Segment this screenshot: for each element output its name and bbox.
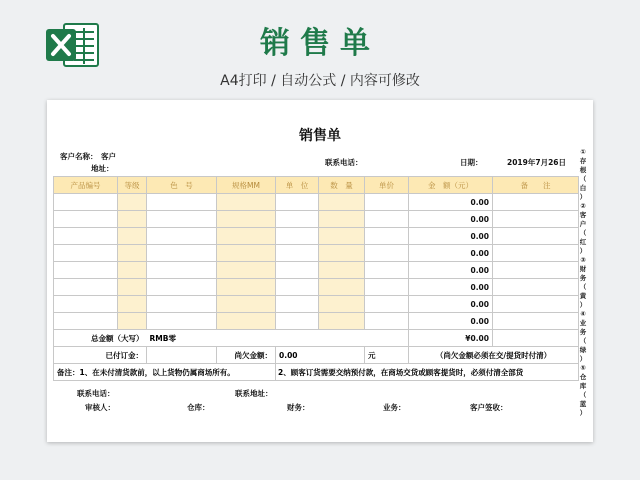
- table-row[interactable]: [54, 228, 579, 245]
- invoice-sheet: [47, 100, 593, 442]
- remark-row: [54, 364, 579, 381]
- amount-cell[interactable]: 0.00: [409, 296, 493, 313]
- table-row[interactable]: [54, 245, 579, 262]
- side-note-char: 白: [579, 184, 587, 192]
- table-row[interactable]: [54, 262, 579, 279]
- table-row[interactable]: [54, 194, 579, 211]
- side-note-char: 户: [579, 220, 587, 228]
- side-note-char: 务: [579, 328, 587, 336]
- side-note-char: ）: [579, 247, 587, 255]
- copy-distribution-note: [578, 148, 588, 418]
- owed-label: 尚欠金额：: [217, 347, 276, 364]
- side-note-char: ⑤: [580, 364, 586, 372]
- amount-cell[interactable]: 0.00: [409, 194, 493, 211]
- side-note-char: 黄: [579, 292, 587, 300]
- total-row: [54, 330, 579, 347]
- footer-phone-label: 联系电话：: [77, 389, 115, 398]
- side-note-char: 库: [579, 382, 587, 390]
- side-note-char: ④: [580, 310, 586, 318]
- total-label: 总金额（大写）: [54, 330, 147, 347]
- col-header: 备 注: [493, 177, 579, 194]
- side-note-char: （: [579, 229, 587, 237]
- side-note-char: （: [579, 337, 587, 345]
- col-header: 单价: [365, 177, 409, 194]
- side-note-char: （: [579, 391, 587, 399]
- side-note-char: （: [579, 175, 587, 183]
- side-note-char: （: [579, 283, 587, 291]
- col-header: 产品编号: [54, 177, 118, 194]
- side-note-char: 仓: [579, 373, 587, 381]
- side-note-char: ）: [579, 409, 587, 417]
- side-note-char: ）: [579, 301, 587, 309]
- finance-label: 财务：: [287, 403, 310, 412]
- sheet-title: 销售单: [299, 128, 341, 144]
- phone-label: 联系电话：: [325, 158, 363, 167]
- table-row[interactable]: [54, 313, 579, 330]
- col-header: 规格MM: [217, 177, 276, 194]
- amount-cell[interactable]: 0.00: [409, 245, 493, 262]
- side-note-char: 绿: [579, 346, 587, 354]
- side-note-char: 财: [579, 265, 587, 273]
- footer-address-label: 联系地址：: [235, 389, 273, 398]
- side-note-char: ①: [580, 148, 586, 156]
- banner-subtitle: A4打印 / 自动公式 / 内容可修改: [220, 73, 420, 89]
- sign-label: 客户签收：: [470, 403, 508, 412]
- owed-value[interactable]: 0.00: [276, 347, 365, 364]
- side-note-char: ③: [580, 256, 586, 264]
- table-row[interactable]: [54, 211, 579, 228]
- amount-cell[interactable]: 0.00: [409, 313, 493, 330]
- total-value[interactable]: ¥0.00: [409, 330, 493, 347]
- side-note-char: ）: [579, 193, 587, 201]
- side-note-char: ②: [580, 202, 586, 210]
- paid-value[interactable]: [147, 347, 217, 364]
- date-label: 日期：: [460, 158, 483, 167]
- reviewer-label: 审核人：: [85, 403, 115, 412]
- payment-row: [54, 347, 579, 364]
- col-header: 色 号: [147, 177, 217, 194]
- remark-1: 备注：1、在未付清货款前，以上货物仍属商场所有。: [54, 364, 276, 381]
- amount-cell[interactable]: 0.00: [409, 279, 493, 296]
- total-words[interactable]: RMB零: [147, 330, 409, 347]
- table-row[interactable]: [54, 296, 579, 313]
- items-table: [53, 176, 579, 381]
- side-note-char: 根: [579, 166, 587, 174]
- date-value[interactable]: 2019年7月26日: [507, 158, 567, 167]
- side-note-char: 务: [579, 274, 587, 282]
- owed-unit: 元: [365, 347, 409, 364]
- side-note-char: 业: [579, 319, 587, 327]
- address-label: 地址：: [91, 164, 114, 173]
- remark-2: 2、顾客订货需要交纳预付款，在商场交货或顾客提货时，必须付清全部货: [276, 364, 579, 381]
- col-header: 等级: [118, 177, 147, 194]
- col-header: 数 量: [319, 177, 365, 194]
- side-note-char: 客: [579, 211, 587, 219]
- col-header: 金 额（元）: [409, 177, 493, 194]
- paid-label: 已付订金：: [54, 347, 147, 364]
- side-note-char: ）: [579, 355, 587, 363]
- amount-cell[interactable]: 0.00: [409, 228, 493, 245]
- side-note-char: 蓝: [579, 400, 587, 408]
- owed-note: （尚欠金额必须在交/提货时付清）: [409, 347, 579, 364]
- customer-value[interactable]: 客户: [101, 152, 116, 161]
- amount-cell[interactable]: 0.00: [409, 211, 493, 228]
- col-header: 单 位: [276, 177, 319, 194]
- warehouse-label: 仓库：: [187, 403, 210, 412]
- customer-label: 客户名称：: [60, 152, 98, 161]
- amount-cell[interactable]: 0.00: [409, 262, 493, 279]
- banner: [0, 0, 640, 100]
- side-note-char: 存: [579, 157, 587, 165]
- table-row[interactable]: [54, 279, 579, 296]
- side-note-char: 红: [579, 238, 587, 246]
- business-label: 业务：: [383, 403, 406, 412]
- banner-title: 销售单: [260, 26, 380, 61]
- table-header: [54, 177, 579, 194]
